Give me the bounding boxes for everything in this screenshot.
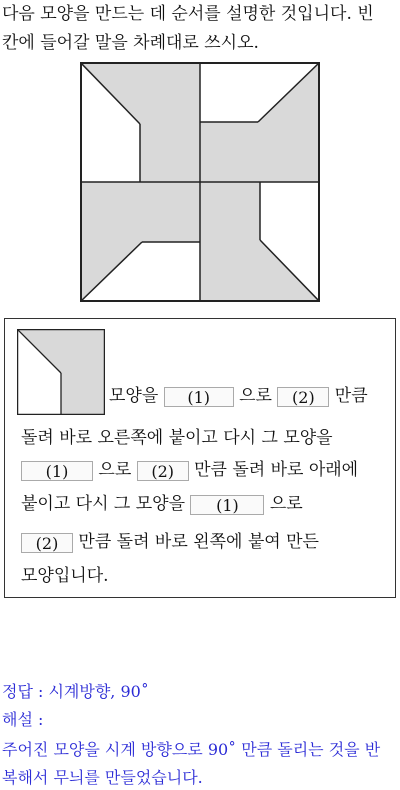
- blank-2[interactable]: (2): [137, 461, 189, 481]
- box-line-1: 모양을 (1) 으로 (2) 만큼: [109, 386, 368, 407]
- blank-2[interactable]: (2): [277, 387, 329, 407]
- explanation-label: 해설 :: [2, 710, 44, 729]
- explanation-line-2: 복해서 무늬를 만들었습니다.: [2, 768, 203, 787]
- pattern-figure: [80, 62, 320, 302]
- blank-1[interactable]: (1): [21, 461, 93, 481]
- box-line-5: (2) 만큼 돌려 바로 왼쪽에 붙여 만든: [21, 531, 319, 553]
- answer-label: 정답 : 시계방향, 90˚: [2, 682, 149, 701]
- base-shape-figure: [17, 329, 105, 415]
- blank-1[interactable]: (1): [190, 495, 264, 515]
- box-line-3: (1) 으로 (2) 만큼 돌려 바로 아래에: [21, 459, 358, 481]
- explanation-box: [4, 318, 396, 598]
- question-line-1: 다음 모양을 만드는 데 순서를 설명한 것입니다. 빈: [2, 4, 374, 24]
- box-line-6: 모양입니다.: [21, 566, 109, 586]
- blank-2[interactable]: (2): [21, 533, 73, 553]
- blank-1[interactable]: (1): [164, 387, 234, 407]
- question-line-2: 칸에 들어갈 말을 차례대로 쓰시오.: [2, 33, 259, 53]
- box-line-4: 붙이고 다시 그 모양을 (1) 으로: [21, 494, 303, 515]
- question-text: [2, 0, 398, 58]
- box-line-2: 돌려 바로 오른쪽에 붙이고 다시 그 모양을: [21, 428, 333, 448]
- explanation-line-1: 주어진 모양을 시계 방향으로 90˚ 만큼 돌리는 것을 반: [2, 740, 381, 759]
